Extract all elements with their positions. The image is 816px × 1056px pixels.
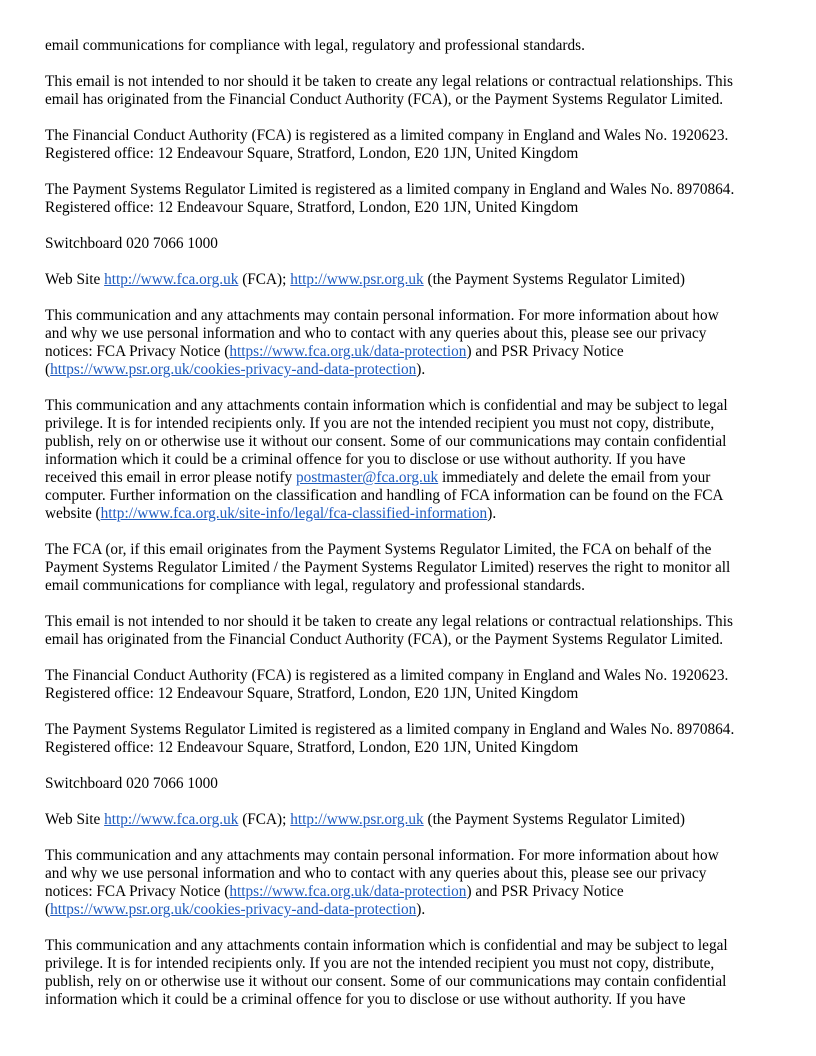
text-run: notices: FCA Privacy Notice ( <box>45 883 230 900</box>
text-run: information which it could be a criminal offence for you to disclose or use without authority. If you have <box>45 991 686 1008</box>
text-run: Registered office: 12 Endeavour Square, Stratford, London, E20 1JN, United Kingdom <box>45 739 579 756</box>
text-run: publish, rely on or otherwise use it without our consent. Some of our communications may contain confidential <box>45 433 727 450</box>
text-run: This communication and any attachments may contain personal information. For more information about how <box>45 307 719 324</box>
text-run: and why we use personal information and who to contact with any queries about this, please see our privacy <box>45 865 707 882</box>
psr-privacy-link[interactable]: https://www.psr.org.uk/cookies-privacy-and-data-protection <box>50 901 417 918</box>
text-run: Switchboard 020 7066 1000 <box>45 235 218 252</box>
text-line <box>45 343 775 361</box>
text-run: privilege. It is for intended recipients only. If you are not the intended recipient you must not copy, distribute, <box>45 955 715 972</box>
text-line <box>45 469 775 487</box>
text-line <box>45 199 775 217</box>
no-legal-relations-paragraph <box>45 613 775 649</box>
text-run: ). <box>416 361 426 378</box>
psr-registration-paragraph <box>45 181 775 217</box>
text-line <box>45 775 775 793</box>
text-run: (FCA); <box>238 271 291 288</box>
text-line <box>45 631 775 649</box>
text-run: ). <box>416 901 426 918</box>
text-run: The Financial Conduct Authority (FCA) is registered as a limited company in England and Wales No. 1920623. <box>45 667 729 684</box>
text-line <box>45 577 775 595</box>
text-run: computer. Further information on the classification and handling of FCA information can be found on the FCA <box>45 487 724 504</box>
text-line <box>45 721 775 739</box>
fca-privacy-link[interactable]: https://www.fca.org.uk/data-protection <box>229 883 467 900</box>
text-line <box>45 235 775 253</box>
text-run: and why we use personal information and who to contact with any queries about this, please see our privacy <box>45 325 707 342</box>
fca-privacy-link[interactable]: https://www.fca.org.uk/data-protection <box>229 343 467 360</box>
text-run: information which it could be a criminal offence for you to disclose or use without authority. If you have <box>45 451 686 468</box>
text-run: This communication and any attachments contain information which is confidential and may be subject to legal <box>45 937 728 954</box>
text-line <box>45 451 775 469</box>
fca-website-link[interactable]: http://www.fca.org.uk <box>104 271 239 288</box>
text-line <box>45 883 775 901</box>
confidentiality-paragraph <box>45 937 775 1009</box>
text-run: ) and PSR Privacy Notice <box>466 883 624 900</box>
text-run: website ( <box>45 505 101 522</box>
text-line <box>45 541 775 559</box>
confidentiality-paragraph <box>45 397 775 523</box>
website-paragraph <box>45 811 775 829</box>
text-line <box>45 973 775 991</box>
text-line <box>45 559 775 577</box>
text-run: (the Payment Systems Regulator Limited) <box>423 811 685 828</box>
monitor-paragraph-tail <box>45 37 775 55</box>
text-line <box>45 361 775 379</box>
psr-website-link[interactable]: http://www.psr.org.uk <box>290 811 424 828</box>
text-run: This communication and any attachments may contain personal information. For more information about how <box>45 847 719 864</box>
text-line <box>45 991 775 1009</box>
text-run: This email is not intended to nor should it be taken to create any legal relations or contractual relationships. This <box>45 73 733 90</box>
text-run: The Payment Systems Regulator Limited is registered as a limited company in England and Wales No. 8970864. <box>45 721 735 738</box>
fca-registration-paragraph <box>45 667 775 703</box>
text-run: received this email in error please notify <box>45 469 297 486</box>
switchboard-paragraph <box>45 775 775 793</box>
postmaster-email-link[interactable]: postmaster@fca.org.uk <box>296 469 439 486</box>
text-line <box>45 91 775 109</box>
text-line <box>45 865 775 883</box>
text-run: Registered office: 12 Endeavour Square, Stratford, London, E20 1JN, United Kingdom <box>45 685 579 702</box>
text-line <box>45 145 775 163</box>
text-run: email has originated from the Financial Conduct Authority (FCA), or the Payment Systems Regulator Limited. <box>45 631 724 648</box>
fca-classified-info-link[interactable]: http://www.fca.org.uk/site-info/legal/fca-classified-information <box>100 505 488 522</box>
monitor-paragraph <box>45 541 775 595</box>
no-legal-relations-paragraph <box>45 73 775 109</box>
psr-privacy-link[interactable]: https://www.psr.org.uk/cookies-privacy-and-data-protection <box>50 361 417 378</box>
text-run: The FCA (or, if this email originates from the Payment Systems Regulator Limited, the FCA on behalf of the <box>45 541 712 558</box>
text-run: The Payment Systems Regulator Limited is registered as a limited company in England and Wales No. 8970864. <box>45 181 735 198</box>
text-line <box>45 685 775 703</box>
text-line <box>45 325 775 343</box>
text-run: (the Payment Systems Regulator Limited) <box>423 271 685 288</box>
text-line <box>45 415 775 433</box>
website-paragraph <box>45 271 775 289</box>
text-run: Payment Systems Regulator Limited / the Payment Systems Regulator Limited) reserves the right to monitor all <box>45 559 731 576</box>
privacy-paragraph <box>45 847 775 919</box>
text-line <box>45 847 775 865</box>
fca-website-link[interactable]: http://www.fca.org.uk <box>104 811 239 828</box>
text-run: ) and PSR Privacy Notice <box>466 343 624 360</box>
text-line <box>45 937 775 955</box>
text-run: immediately and delete the email from your <box>438 469 711 486</box>
text-run: email has originated from the Financial Conduct Authority (FCA), or the Payment Systems Regulator Limited. <box>45 91 724 108</box>
text-run: email communications for compliance with legal, regulatory and professional standards. <box>45 577 585 594</box>
text-line <box>45 487 775 505</box>
text-line <box>45 613 775 631</box>
text-run: (FCA); <box>238 811 291 828</box>
text-run: Web Site <box>45 811 105 828</box>
text-line <box>45 127 775 145</box>
text-line <box>45 901 775 919</box>
text-run: ( <box>45 361 51 378</box>
text-line <box>45 505 775 523</box>
text-line <box>45 181 775 199</box>
text-run: Registered office: 12 Endeavour Square, Stratford, London, E20 1JN, United Kingdom <box>45 199 579 216</box>
text-line <box>45 37 775 55</box>
text-line <box>45 433 775 451</box>
text-line <box>45 739 775 757</box>
text-run: email communications for compliance with legal, regulatory and professional standards. <box>45 37 585 54</box>
text-run: The Financial Conduct Authority (FCA) is registered as a limited company in England and Wales No. 1920623. <box>45 127 729 144</box>
email-disclaimer-page <box>45 37 775 1027</box>
text-run: This communication and any attachments contain information which is confidential and may be subject to legal <box>45 397 728 414</box>
text-run: This email is not intended to nor should it be taken to create any legal relations or contractual relationships. This <box>45 613 733 630</box>
switchboard-paragraph <box>45 235 775 253</box>
psr-registration-paragraph <box>45 721 775 757</box>
text-run: Web Site <box>45 271 105 288</box>
text-line <box>45 667 775 685</box>
fca-registration-paragraph <box>45 127 775 163</box>
text-run: notices: FCA Privacy Notice ( <box>45 343 230 360</box>
text-line <box>45 397 775 415</box>
text-line <box>45 307 775 325</box>
text-run: Switchboard 020 7066 1000 <box>45 775 218 792</box>
text-line <box>45 955 775 973</box>
privacy-paragraph <box>45 307 775 379</box>
text-run: privilege. It is for intended recipients only. If you are not the intended recipient you must not copy, distribute, <box>45 415 715 432</box>
text-line <box>45 811 775 829</box>
psr-website-link[interactable]: http://www.psr.org.uk <box>290 271 424 288</box>
text-run: Registered office: 12 Endeavour Square, Stratford, London, E20 1JN, United Kingdom <box>45 145 579 162</box>
text-line <box>45 73 775 91</box>
text-run: ( <box>45 901 51 918</box>
text-run: publish, rely on or otherwise use it without our consent. Some of our communications may contain confidential <box>45 973 727 990</box>
text-run: ). <box>487 505 497 522</box>
text-line <box>45 271 775 289</box>
